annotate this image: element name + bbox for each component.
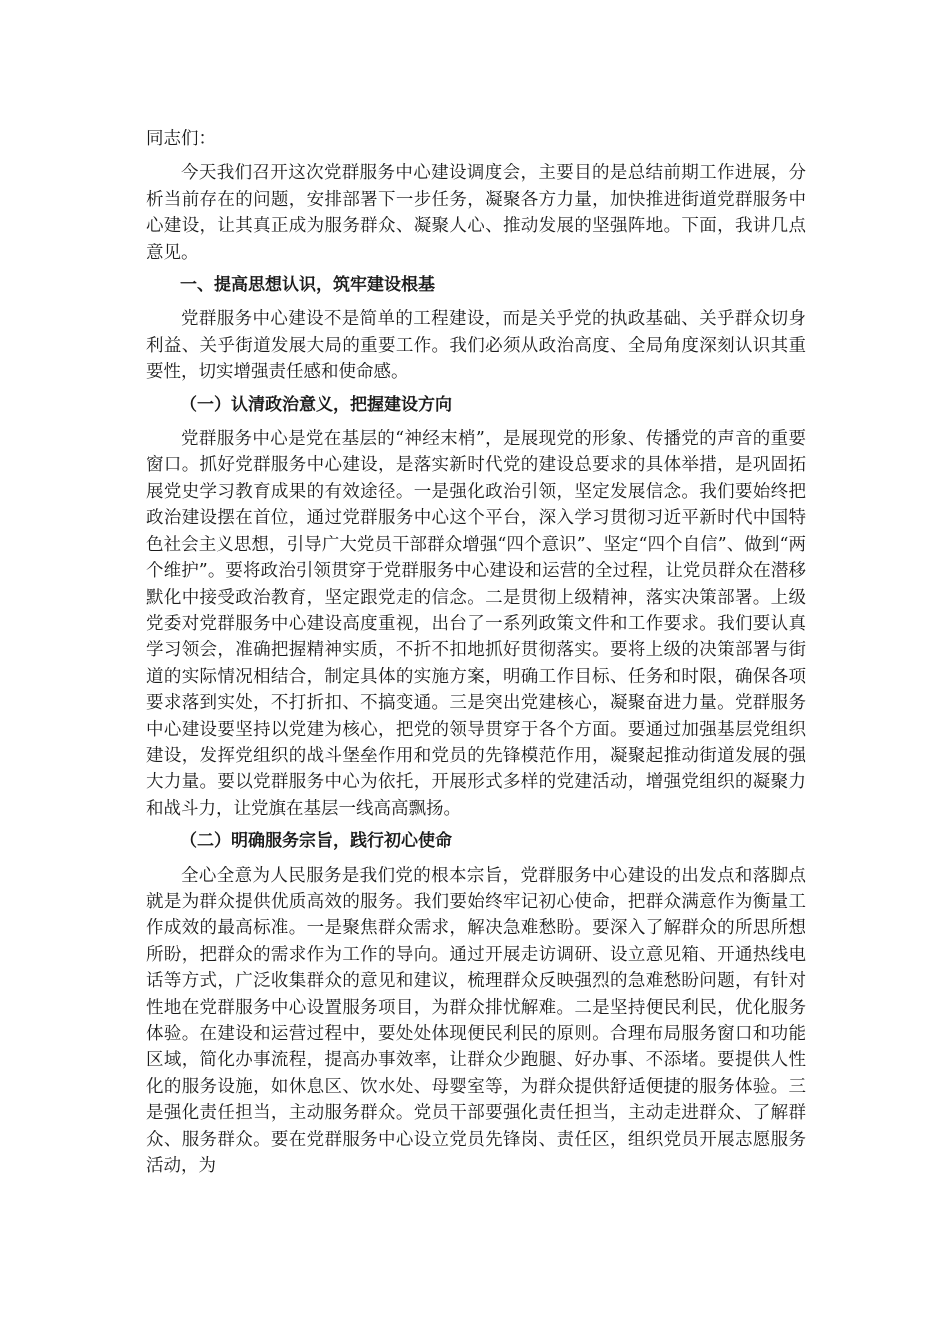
subsection-2-paragraph: 全心全意为人民服务是我们党的根本宗旨，党群服务中心建设的出发点和落脚点就是为群众提供优质高效的服务。我们要始终牢记初心使命，把群众满意作为衡量工作成效的最高标准。一是聚焦群众需求，解决急难愁盼。要深入了解群众的所思所想所盼，把群众的需求作为工作的导向。通过开展走访调研、设立意见箱、开通热线电话等方式，广泛收集群众的意见和建议，梳理群众反映强烈的急难愁盼问题，有针对性地在党群服务中心设置服务项目，为群众排忧解难。二是坚持便民利民，优化服务体验。在建设和运营过程中，要处处体现便民利民的原则。合理布局服务窗口和功能区域，简化办事流程，提高办事效率，让群众少跑腿、好办事、不添堵。要提供人性化的服务设施，如休息区、饮水处、母婴室等，为群众提供舒适便捷的服务体验。三是强化责任担当，主动服务群众。党员干部要强化责任担当，主动走进群众、了解群众、服务群众。要在党群服务中心设立党员先锋岗、责任区，组织党员开展志愿服务活动，为 [146, 865, 806, 1177]
document-page [146, 126, 806, 1185]
salutation: 同志们： [146, 129, 216, 149]
subsection-1-paragraph: 党群服务中心是党在基层的“神经末梢”，是展现党的形象、传播党的声音的重要窗口。抓好党群服务中心建设，是落实新时代党的建设总要求的具体举措，是巩固拓展党史学习教育成果的有效途径。一是强化政治引领，坚定发展信念。我们要始终把政治建设摆在首位，通过党群服务中心这个平台，深入学习贯彻习近平新时代中国特色社会主义思想，引导广大党员干部群众增强“四个意识”、坚定“四个自信”、做到“两个维护”。要将政治引领贯穿于党群服务中心建设和运营的全过程，让党员群众在潜移默化中接受政治教育，坚定跟党走的信念。二是贯彻上级精神，落实决策部署。上级党委对党群服务中心建设高度重视，出台了一系列政策文件和工作要求。我们要认真学习领会，准确把握精神实质，不折不扣地抓好贯彻落实。要将上级的决策部署与街道的实际情况相结合，制定具体的实施方案，明确工作目标、任务和时限，确保各项要求落到实处，不打折扣、不搞变通。三是突出党建核心，凝聚奋进力量。党群服务中心建设要坚持以党建为核心，把党的领导贯穿于各个方面。要通过加强基层党组织建设，发挥党组织的战斗堡垒作用和党员的先锋模范作用，凝聚起推动街道发展的强大力量。要以党群服务中心为依托，开展形式多样的党建活动，增强党组织的凝聚力和战斗力，让党旗在基层一线高高飘扬。 [146, 429, 806, 819]
subsection-2-heading: （二）明确服务宗旨，践行初心使命 [180, 831, 452, 852]
subsection-1-heading: （一）认清政治意义，把握建设方向 [180, 394, 452, 415]
section-1-paragraph: 党群服务中心建设不是简单的工程建设，而是关乎党的执政基础、关乎群众切身利益、关乎街道发展大局的重要工作。我们必须从政治高度、全局角度深刻认识其重要性，切实增强责任感和使命感。 [146, 309, 806, 383]
intro-paragraph: 今天我们召开这次党群服务中心建设调度会，主要目的是总结前期工作进展，分析当前存在的问题，安排部署下一步任务，凝聚各方力量，加快推进街道党群服务中心建设，让其真正成为服务群众、凝聚人心、推动发展的坚强阵地。下面，我讲几点意见。 [146, 163, 806, 263]
section-1-heading: 一、提高思想认识，筑牢建设根基 [180, 275, 435, 296]
